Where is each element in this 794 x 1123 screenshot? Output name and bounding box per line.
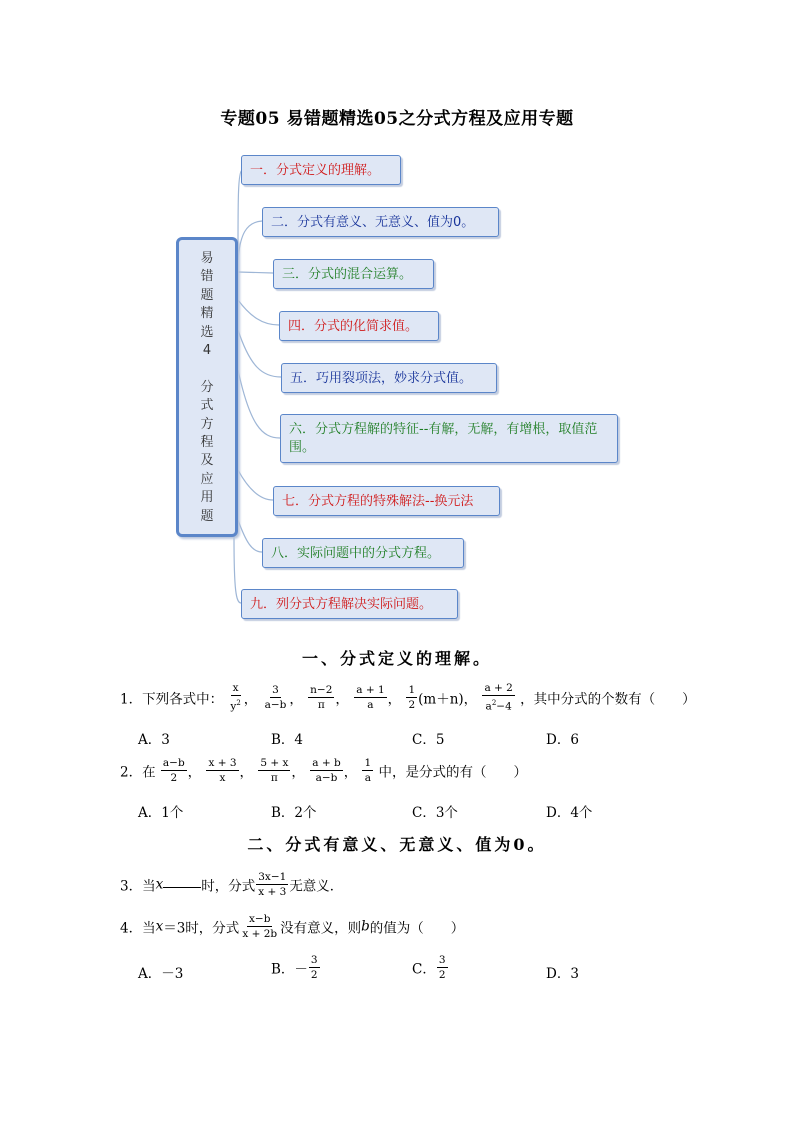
fraction: $\frac{a + 2}{a^2-4}$: [484, 682, 513, 713]
option-c[interactable]: C．3个: [412, 805, 458, 821]
section-heading-1: 一、分式定义的理解。: [301, 649, 492, 668]
option-d[interactable]: D．6: [546, 732, 579, 748]
fraction: $\frac{x-b}{x + 2b}$: [242, 913, 278, 940]
option-c[interactable]: C．5: [412, 732, 445, 748]
fraction: $\frac{a + 1}{a}$: [356, 683, 385, 711]
option-b[interactable]: B．4: [271, 732, 304, 748]
fraction: $\frac{3}{2}$: [310, 954, 318, 981]
fraction: $\frac{a-b}{2}$: [162, 757, 185, 784]
fraction: $\frac{3x-1}{x + 3}$: [258, 871, 287, 898]
mindmap-node-4: 四．分式的化简求值。: [279, 311, 439, 341]
mindmap-node-7: 七．分式方程的特殊解法--换元法: [273, 486, 500, 516]
mindmap-node-3: 三．分式的混合运算。: [273, 259, 434, 289]
option-a[interactable]: A．1个: [138, 805, 184, 821]
option-a[interactable]: A．－3: [138, 966, 184, 982]
mindmap-root-label: 易 错 题 精 选 4 分 式 方 程 及 应 用 题: [200, 251, 214, 524]
fraction: $\frac{3}{a-b}$: [264, 683, 287, 711]
question-3: 3．当x 时，分式 $\frac{3x-1}{x + 3}$ 无意义．: [120, 871, 344, 898]
option-b[interactable]: B．－ $\frac{3}{2}$: [271, 954, 318, 981]
option-a[interactable]: A．3: [138, 732, 170, 748]
mindmap-node-9: 九．列分式方程解决实际问题。: [241, 589, 458, 619]
fraction: $\frac{x + 3}{x}$: [208, 757, 237, 784]
fraction: $\frac{x}{y^2}$: [230, 682, 241, 713]
mindmap-node-2: 二．分式有意义、无意义、值为0。: [262, 207, 499, 237]
option-d[interactable]: D．4个: [546, 805, 593, 821]
question-1: 1．下列各式中： $\frac{x}{y^2}$ ， $\frac{3}{a-b}$ ， $\frac{n-2}{\pi}$ ， $\frac{a + 1}{a}$ ， $\frac{1}{2}$ (m＋n)， $\frac{a + 2}{a^2-4}$ ，其中分式的个数有（ ）: [120, 682, 696, 713]
fraction: $\frac{n-2}{\pi}$: [310, 683, 333, 711]
mindmap-node-1: 一．分式定义的理解。: [241, 155, 401, 185]
fraction: $\frac{5 + x}{\pi}$: [260, 757, 289, 784]
page-title: 专题05 易错题精选05之分式方程及应用专题: [220, 109, 574, 129]
option-d[interactable]: D．3: [546, 966, 579, 982]
option-c[interactable]: C． $\frac{3}{2}$: [412, 954, 446, 981]
option-b[interactable]: B．2个: [271, 805, 317, 821]
fraction: $\frac{3}{2}$: [438, 954, 446, 981]
question-2: 2．在 $\frac{a-b}{2}$ ， $\frac{x + 3}{x}$ ， $\frac{5 + x}{\pi}$ ， $\frac{a + b}{a-b}$ ， $\frac{1}{a}$ 中，是分式的有（ ）: [120, 757, 527, 784]
mindmap-root: [176, 237, 238, 537]
section-heading-2: 二、分式有意义、无意义、值为0。: [247, 835, 547, 854]
fraction: $\frac{a + b}{a-b}$: [312, 757, 341, 784]
mindmap-node-6: 六．分式方程解的特征--有解，无解，有增根，取值范围。: [280, 414, 618, 463]
fraction: $\frac{1}{2}$: [408, 683, 416, 711]
question-4: 4．当x＝3时，分式 $\frac{x-b}{x + 2b}$ 没有意义，则b的值为（ ）: [120, 913, 465, 940]
mindmap-node-5: 五．巧用裂项法，妙求分式值。: [281, 363, 497, 393]
answer-blank[interactable]: [163, 875, 201, 888]
fraction: $\frac{1}{a}$: [364, 757, 372, 784]
mindmap-node-8: 八．实际问题中的分式方程。: [262, 538, 464, 568]
